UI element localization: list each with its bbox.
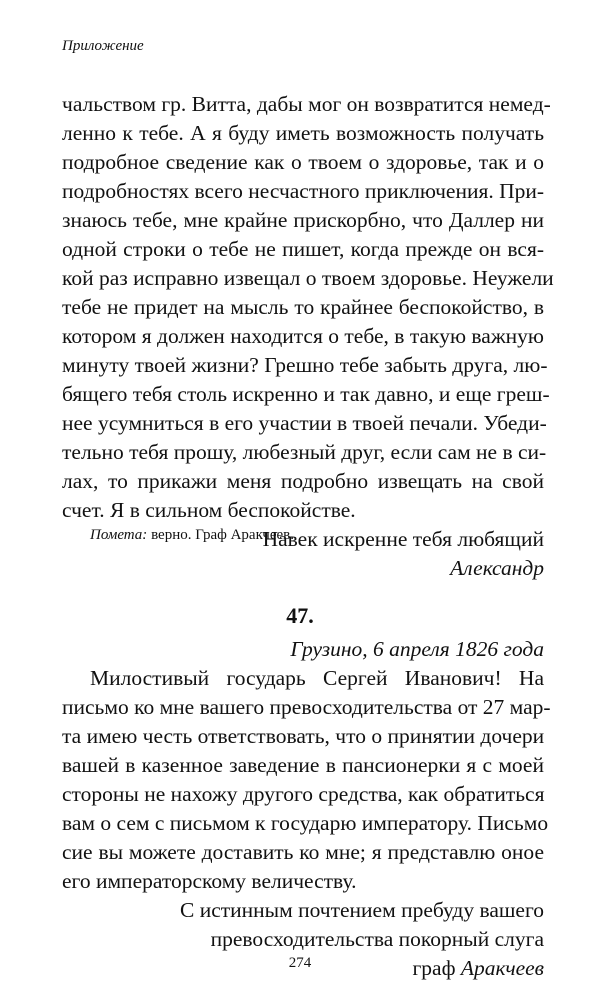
text-line: одной строки о тебе не пишет, когда прежде он вся- [62,237,544,261]
text-line: тельно тебя прошу, любезный друг, если сам не в си- [62,440,547,464]
text-line: чальством гр. Витта, дабы мог он возвратится немед- [62,92,551,116]
text-line: сие вы можете доставить ко мне; я представлю оное [62,840,544,864]
text-line: подробное сведение как о твоем о здоровье, так и о [62,150,544,174]
text-line: минуту твоей жизни? Грешно тебе забыть друга, лю- [62,353,548,377]
text-line: лах, то прикажи меня подробно извещать на свой [62,469,544,493]
text-line: тебе не придет на мысль то крайнее беспокойство, в [62,295,544,319]
closing-line: превосходительства покорный слуга [210,927,544,951]
document-number: 47. [286,603,314,628]
text-line: вам о сем с письмом к государю императору. Письмо [62,811,549,835]
text-line: кой раз исправно извещал о твоем здоровье. Неужели [62,266,554,290]
closing-line: С истинным почтением пребуду вашего [179,898,544,922]
signature-prefix: граф [412,956,461,980]
text-line: котором я должен находится о тебе, в такую важную [62,324,544,348]
text-line: письмо ко мне вашего превосходительства от 27 мар- [62,695,551,719]
text-line: стороны не нахожу другого средства, как обратиться [62,782,545,806]
text-line: нее усумниться в его участии в твоей печали. Убеди- [62,411,547,435]
running-head: Приложение [62,38,144,54]
page-number: 274 [288,955,312,971]
text-line: та имею честь ответствовать, что о принятии дочери [62,724,545,748]
archival-note [90,527,294,544]
note-label: Помета: [90,527,148,543]
letter-signature: Александр [450,556,544,580]
text-line: счет. Я в сильном беспокойстве. [62,498,356,522]
document-47-body [62,635,551,983]
place-date: Грузино, 6 апреля 1826 года [290,637,544,661]
text-line: Милостивый государь Сергей Иванович! На [90,666,544,690]
letter-closing: Навек искренне тебя любящий [262,527,544,551]
text-line: знаюсь тебе, мне крайне прискорбно, что Даллер ни [62,208,544,232]
text-line: ленно к тебе. А я буду иметь возможность получать [62,121,544,145]
note-text: верно. Граф Аракчеев. [147,527,294,543]
signature-name: Аракчеев [460,956,544,980]
text-line: его императорскому величеству. [62,869,357,893]
text-line: подробностях всего несчастного приключения. При- [62,179,545,203]
text-line: бящего тебя столь искренно и так давно, и еще греш- [62,382,550,406]
text-line: вашей в казенное заведение в пансионерки я с моей [62,753,544,777]
letter-continued-body [62,90,554,583]
